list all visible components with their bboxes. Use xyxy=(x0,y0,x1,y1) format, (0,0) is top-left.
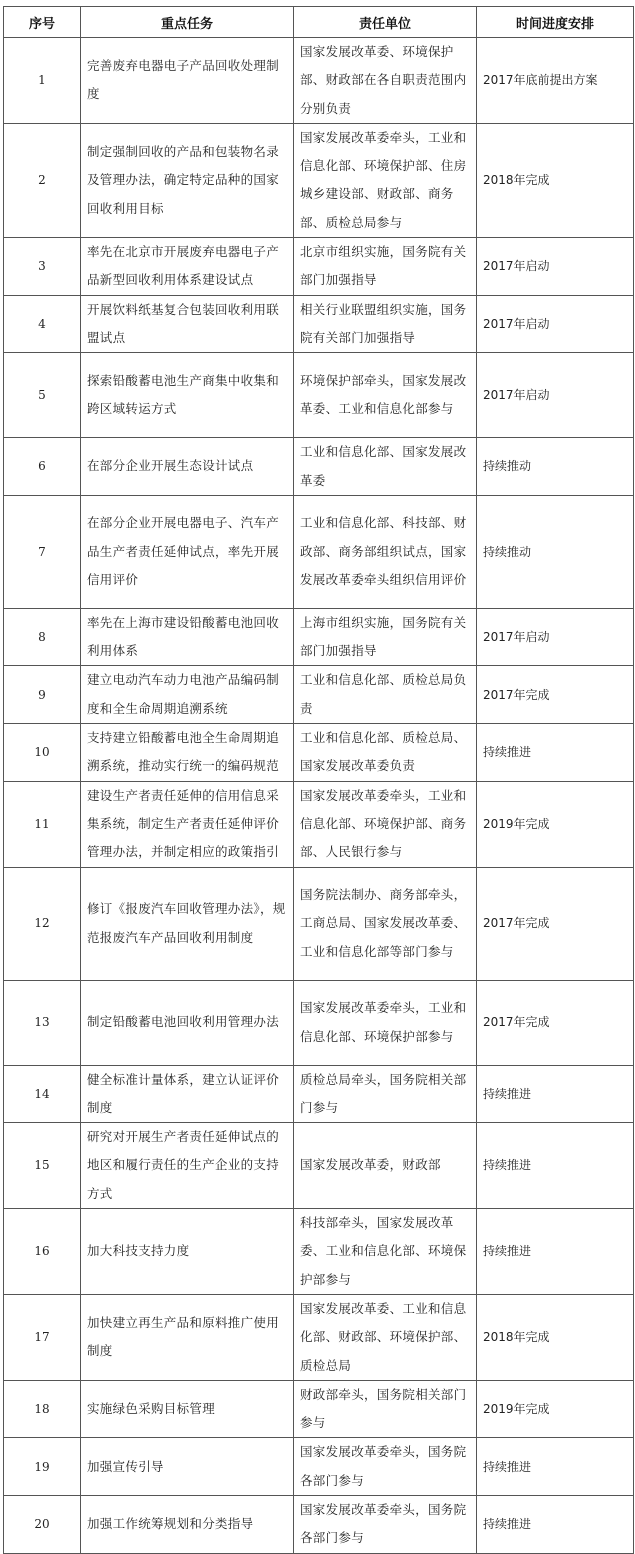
table-row xyxy=(4,438,634,496)
responsible-unit-cell: 国家发展改革委牵头，工业和信息化部、环境保护部、商务部、人民银行参与 xyxy=(294,781,477,867)
table-row xyxy=(4,295,634,353)
table-row xyxy=(4,608,634,666)
serial-number-cell: 6 xyxy=(4,438,81,496)
key-task-cell: 加大科技支持力度 xyxy=(81,1209,294,1295)
key-task-cell: 加强工作统筹规划和分类指导 xyxy=(81,1495,294,1553)
schedule-cell: 2017年完成 xyxy=(477,867,634,980)
schedule-cell: 2017年启动 xyxy=(477,295,634,353)
table-row xyxy=(4,1123,634,1209)
key-task-cell: 加强宣传引导 xyxy=(81,1438,294,1496)
schedule-cell: 持续推进 xyxy=(477,1495,634,1553)
serial-number-cell: 15 xyxy=(4,1123,81,1209)
schedule-cell: 2019年完成 xyxy=(477,1380,634,1438)
table-row xyxy=(4,495,634,608)
serial-number-cell: 20 xyxy=(4,1495,81,1553)
schedule-cell: 2017年完成 xyxy=(477,980,634,1065)
responsible-unit-cell: 财政部牵头，国务院相关部门参与 xyxy=(294,1380,477,1438)
responsible-unit-cell: 环境保护部牵头，国家发展改革委、工业和信息化部参与 xyxy=(294,353,477,438)
schedule-cell: 持续推进 xyxy=(477,1438,634,1496)
key-task-cell: 支持建立铅酸蓄电池全生命周期追溯系统，推动实行统一的编码规范 xyxy=(81,724,294,782)
responsible-unit-cell: 工业和信息化部、国家发展改革委 xyxy=(294,438,477,496)
schedule-cell: 持续推动 xyxy=(477,495,634,608)
responsible-unit-cell: 科技部牵头，国家发展改革委、工业和信息化部、环境保护部参与 xyxy=(294,1209,477,1295)
key-task-cell: 在部分企业开展生态设计试点 xyxy=(81,438,294,496)
responsible-unit-cell: 国家发展改革委牵头，国务院各部门参与 xyxy=(294,1495,477,1553)
serial-number-cell: 19 xyxy=(4,1438,81,1496)
responsible-unit-cell: 工业和信息化部、质检总局负责 xyxy=(294,666,477,724)
key-task-cell: 建立电动汽车动力电池产品编码制度和全生命周期追溯系统 xyxy=(81,666,294,724)
key-tasks-table xyxy=(3,6,634,1554)
responsible-unit-cell: 上海市组织实施，国务院有关部门加强指导 xyxy=(294,608,477,666)
key-task-cell: 在部分企业开展电器电子、汽车产品生产者责任延伸试点，率先开展信用评价 xyxy=(81,495,294,608)
table-row xyxy=(4,123,634,237)
serial-number-cell: 14 xyxy=(4,1065,81,1123)
serial-number-cell: 12 xyxy=(4,867,81,980)
table-row xyxy=(4,238,634,296)
schedule-cell: 2017年底前提出方案 xyxy=(477,38,634,124)
responsible-unit-cell: 国家发展改革委、环境保护部、财政部在各自职责范围内分别负责 xyxy=(294,38,477,124)
responsible-unit-cell: 国家发展改革委、工业和信息化部、财政部、环境保护部、质检总局 xyxy=(294,1294,477,1380)
key-task-cell: 修订《报废汽车回收管理办法》，规范报废汽车产品回收利用制度 xyxy=(81,867,294,980)
schedule-cell: 持续推进 xyxy=(477,1123,634,1209)
serial-number-cell: 17 xyxy=(4,1294,81,1380)
serial-number-cell: 5 xyxy=(4,353,81,438)
serial-number-cell: 1 xyxy=(4,38,81,124)
responsible-unit-cell: 国务院法制办、商务部牵头，工商总局、国家发展改革委、工业和信息化部等部门参与 xyxy=(294,867,477,980)
schedule-cell: 持续推进 xyxy=(477,1065,634,1123)
serial-number-cell: 9 xyxy=(4,666,81,724)
table-row xyxy=(4,1380,634,1438)
responsible-unit-cell: 北京市组织实施，国务院有关部门加强指导 xyxy=(294,238,477,296)
key-task-cell: 建设生产者责任延伸的信用信息采集系统，制定生产者责任延伸评价管理办法，并制定相应的政策指引 xyxy=(81,781,294,867)
schedule-cell: 持续推进 xyxy=(477,724,634,782)
serial-number-cell: 7 xyxy=(4,495,81,608)
schedule-cell: 2017年完成 xyxy=(477,666,634,724)
serial-number-cell: 3 xyxy=(4,238,81,296)
header-key-task: 重点任务 xyxy=(81,7,294,38)
table-row xyxy=(4,1065,634,1123)
table-row xyxy=(4,724,634,782)
key-task-cell: 制定铅酸蓄电池回收利用管理办法 xyxy=(81,980,294,1065)
key-task-cell: 实施绿色采购目标管理 xyxy=(81,1380,294,1438)
table-row xyxy=(4,867,634,980)
schedule-cell: 持续推进 xyxy=(477,1209,634,1295)
schedule-cell: 2017年启动 xyxy=(477,238,634,296)
responsible-unit-cell: 国家发展改革委牵头，国务院各部门参与 xyxy=(294,1438,477,1496)
schedule-cell: 持续推动 xyxy=(477,438,634,496)
serial-number-cell: 16 xyxy=(4,1209,81,1295)
header-schedule: 时间进度安排 xyxy=(477,7,634,38)
header-responsible-unit: 责任单位 xyxy=(294,7,477,38)
table-row xyxy=(4,781,634,867)
task-table-container xyxy=(3,6,634,1554)
serial-number-cell: 11 xyxy=(4,781,81,867)
key-task-cell: 完善废弃电器电子产品回收处理制度 xyxy=(81,38,294,124)
schedule-cell: 2017年启动 xyxy=(477,353,634,438)
key-task-cell: 开展饮料纸基复合包装回收利用联盟试点 xyxy=(81,295,294,353)
serial-number-cell: 4 xyxy=(4,295,81,353)
responsible-unit-cell: 工业和信息化部、质检总局、国家发展改革委负责 xyxy=(294,724,477,782)
key-task-cell: 率先在上海市建设铅酸蓄电池回收利用体系 xyxy=(81,608,294,666)
schedule-cell: 2018年完成 xyxy=(477,123,634,237)
responsible-unit-cell: 国家发展改革委牵头，工业和信息化部、环境保护部、住房城乡建设部、财政部、商务部、质检总局参与 xyxy=(294,123,477,237)
table-row xyxy=(4,1495,634,1553)
schedule-cell: 2019年完成 xyxy=(477,781,634,867)
table-row xyxy=(4,1294,634,1380)
serial-number-cell: 13 xyxy=(4,980,81,1065)
responsible-unit-cell: 国家发展改革委牵头，工业和信息化部、环境保护部参与 xyxy=(294,980,477,1065)
responsible-unit-cell: 质检总局牵头，国务院相关部门参与 xyxy=(294,1065,477,1123)
serial-number-cell: 2 xyxy=(4,123,81,237)
table-body xyxy=(4,38,634,1554)
schedule-cell: 2018年完成 xyxy=(477,1294,634,1380)
serial-number-cell: 10 xyxy=(4,724,81,782)
responsible-unit-cell: 国家发展改革委，财政部 xyxy=(294,1123,477,1209)
table-row xyxy=(4,1438,634,1496)
serial-number-cell: 18 xyxy=(4,1380,81,1438)
serial-number-cell: 8 xyxy=(4,608,81,666)
key-task-cell: 制定强制回收的产品和包装物名录及管理办法，确定特定品种的国家回收利用目标 xyxy=(81,123,294,237)
table-row xyxy=(4,353,634,438)
table-row xyxy=(4,666,634,724)
key-task-cell: 健全标准计量体系，建立认证评价制度 xyxy=(81,1065,294,1123)
responsible-unit-cell: 相关行业联盟组织实施，国务院有关部门加强指导 xyxy=(294,295,477,353)
responsible-unit-cell: 工业和信息化部、科技部、财政部、商务部组织试点，国家发展改革委牵头组织信用评价 xyxy=(294,495,477,608)
header-serial-number: 序号 xyxy=(4,7,81,38)
key-task-cell: 加快建立再生产品和原料推广使用制度 xyxy=(81,1294,294,1380)
table-row xyxy=(4,1209,634,1295)
key-task-cell: 研究对开展生产者责任延伸试点的地区和履行责任的生产企业的支持方式 xyxy=(81,1123,294,1209)
table-row xyxy=(4,38,634,124)
key-task-cell: 探索铅酸蓄电池生产商集中收集和跨区域转运方式 xyxy=(81,353,294,438)
key-task-cell: 率先在北京市开展废弃电器电子产品新型回收利用体系建设试点 xyxy=(81,238,294,296)
table-row xyxy=(4,980,634,1065)
schedule-cell: 2017年启动 xyxy=(477,608,634,666)
table-header-row xyxy=(4,7,634,38)
